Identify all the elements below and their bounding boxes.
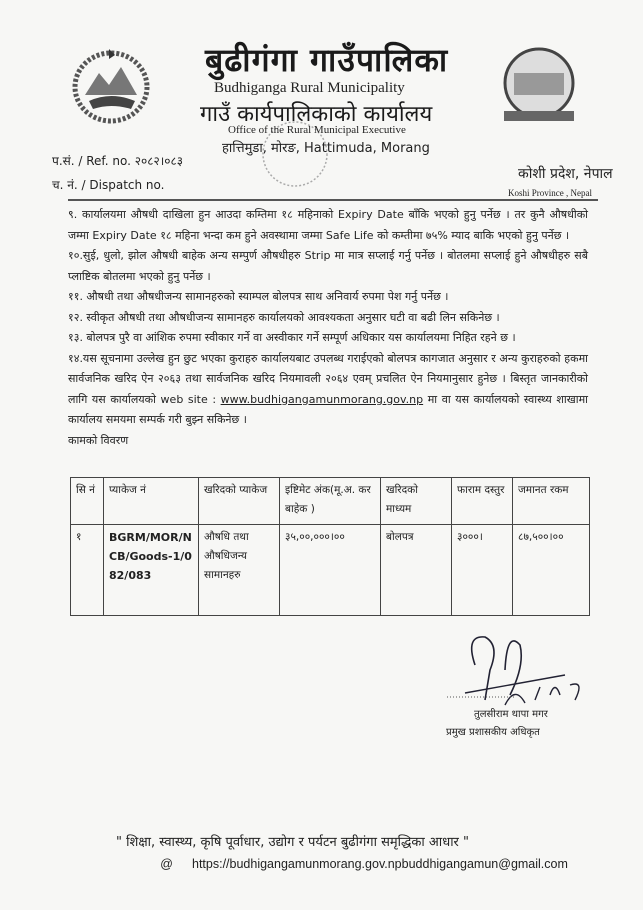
cell-package-no: BGRM/MOR/NCB/Goods-1/082/083: [104, 525, 199, 616]
col-header-procurement-method: खरिदको माध्यम: [381, 478, 452, 525]
cell-form-fee: ३०००।: [452, 525, 513, 616]
col-header-procurement-package: खरिदको प्याकेज: [199, 478, 280, 525]
clause-14-text-end: मा वा यस कार्यालयको स्वास्थ्य शाखामा कार्यालय समयमा सम्पर्क गरी बुझ्न सकिनेछ ।: [68, 392, 588, 426]
footer-contact-text[interactable]: https://budhigangamunmorang.gov.npbuddhigangamun@gmail.com: [192, 857, 568, 871]
municipality-title-en: Budhiganga Rural Municipality: [214, 80, 405, 96]
dispatch-number: च. नं. / Dispatch no.: [52, 178, 165, 192]
clause-10: १०.सुई, धुलो, झोल औषधी बाहेक अन्य सम्पुर्ण औषधीहरु Strip मा मात्र सप्लाई गर्नु पर्नेछ । बोतलमा सप्लाई हुने औषधीहरु सबै प्लाष्टिक बोतलमा भएको हुनु पर्नेछ ।: [68, 249, 588, 283]
web-email-icon: @: [160, 857, 173, 871]
col-header-sn: सि नं: [71, 478, 104, 525]
office-title-np: गाउँ कार्यपालिकाको कार्यालय: [200, 102, 433, 127]
table-header-row: [71, 478, 590, 525]
table-row: [71, 525, 590, 616]
header-divider: [68, 199, 598, 201]
ref-number: प.सं. / Ref. no. २०८२।०८३: [52, 154, 183, 168]
cell-bid-security: ८७,५००।००: [513, 525, 590, 616]
clause-13: १३. बोलपत्र पुरै वा आंशिक रुपमा स्वीकार गर्ने वा अस्वीकार गर्ने सम्पूर्ण अधिकार यस कार्यालयमा निहित रहने छ ।: [68, 331, 516, 344]
clause-11: ११. औषधी तथा औषधीजन्य सामानहरुको स्याम्पल बोलपत्र साथ अनिवार्य रुपमा पेश गर्नु पर्नेछ ।: [68, 290, 449, 303]
col-header-package-no: प्याकेज नं: [104, 478, 199, 525]
municipality-logo-icon: [500, 45, 578, 127]
work-details-heading: कामको विवरण: [68, 433, 129, 447]
signatory-title: प्रमुख प्रशासकीय अधिकृत: [446, 727, 540, 738]
col-header-estimate: इष्टिमेट अंक(मू.अ. कर बाहेक ): [280, 478, 381, 525]
clause-14: [68, 349, 588, 431]
cell-procurement-package: औषधि तथा औषधिजन्य सामानहरु: [199, 525, 280, 616]
signatory-name: तुलसीराम थापा मगर: [474, 709, 548, 720]
col-header-form-fee: फाराम दस्तुर: [452, 478, 513, 525]
province-en: Koshi Province , Nepal: [508, 188, 592, 198]
clause-14-text: १४.यस सूचनामा उल्लेख हुन छुट भएका कुराहरु कार्यालयबाट उपलब्ध गराईएको बोलपत्र कागजात अनुसार र अन्य कुराहरुको हकमा सार्वजनिक खरिद ऐन २०६३ तथा सार्वजनिक खरिद नियमावली २०६४ एवम् प्रचलित ऐन नियमानुसार हुनेछ । बिस्तृत जानकारीको लागि यस कार्यालयको web site :: [68, 351, 588, 406]
footer-motto: " शिक्षा, स्वास्थ्य, कृषि पूर्वाधार, उद्योग र पर्यटन बुढीगंगा समृद्धिका आधार ": [116, 835, 469, 850]
office-address: हात्तिमुडा, मोरङ, Hattimuda, Morang: [222, 141, 430, 156]
footer-contact: [160, 857, 568, 871]
website-link[interactable]: www.budhigangamunmorang.gov.np: [220, 392, 424, 406]
clause-12: १२. स्वीकृत औषधी तथा औषधीजन्य सामानहरु कार्यालयको आवश्यकता अनुसार घटी वा बढी लिन सकिनेछ ।: [68, 310, 500, 324]
clause-9: ९. कार्यालयमा औषधी दाखिला हुन आउदा कम्तिमा १८ महिनाको Expiry Date बाँकि भएको हुनु पर्नेछ । तर कुनै औषधीको जम्मा Expiry Date १८ महिना भन्दा कम हुने अवस्थामा जम्मा Safe Life को कम्तीमा ७५% म्याद बाकि भएको हुनु पर्नेछ ।: [68, 208, 588, 242]
cell-sn: १: [71, 525, 104, 616]
col-header-bid-security: जमानत रकम: [513, 478, 590, 525]
work-details-table: [70, 477, 590, 616]
province-np: कोशी प्रदेश, नेपाल: [518, 166, 613, 182]
cell-estimate: ३५,००,०००।००: [280, 525, 381, 616]
notice-body: [68, 205, 588, 451]
office-title-en: Office of the Rural Municipal Executive: [228, 124, 406, 136]
nepal-emblem-icon: [65, 45, 157, 125]
municipality-title-np: बुढीगंगा गाउँपालिका: [205, 41, 449, 79]
cell-procurement-method: बोलपत्र: [381, 525, 452, 616]
